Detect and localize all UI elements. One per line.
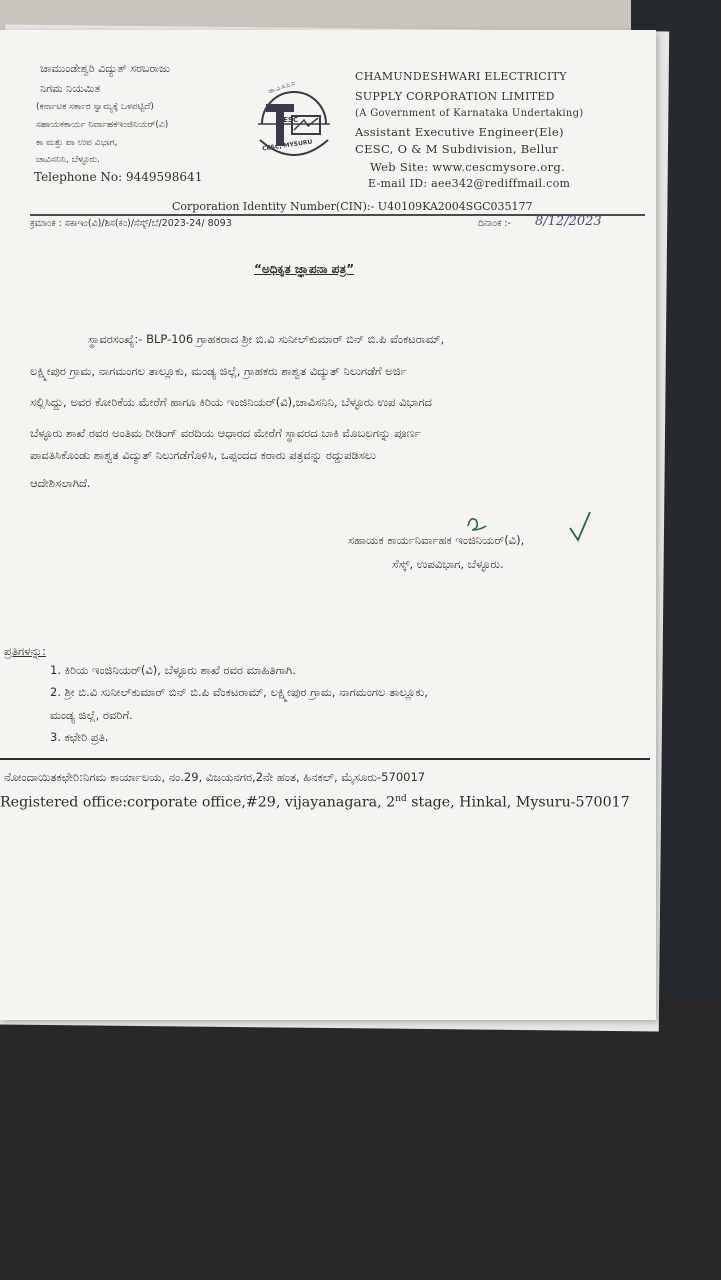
header-kn-line-5: ಕಾ ಮತ್ತು ಪಾ ಉಪ ವಿಭಾಗ, <box>36 138 118 148</box>
header-en-line-7: E-mail ID: aee342@rediffmail.com <box>368 177 571 190</box>
logo-text-center: CESC <box>278 116 299 124</box>
header-en-line-5: CESC, O & M Subdivision, Bellur <box>355 142 559 156</box>
header-en-line-1: CHAMUNDESHWARI ELECTRICITY <box>355 70 567 83</box>
header-en-line-2: SUPPLY CORPORATION LIMITED <box>355 90 555 103</box>
body-line-5: ಪಾವತಿಸಿಕೊಂಡು ಶಾಶ್ವತ ವಿದ್ಯುತ್ ನಿಲುಗಡೆಗೊಳಿಸಿ, ಒಪ್ಪಂದದ ಕರಾರು ಪತ್ರವನ್ನು ರದ್ದುಪಡಿಸಲು <box>30 448 376 462</box>
header-en-line-6: Web Site: www.cescmysore.org. <box>370 160 565 174</box>
logo-text-bottom: CESC, MYSURU <box>261 138 313 153</box>
date-label: ದಿನಾಂಕ :- <box>478 218 511 229</box>
footer-divider <box>0 758 650 760</box>
header-kn-line-4: ಸಹಾಯಕಕಾರ್ಯ ನಿರ್ವಾಹಕಇಂಜಿನಿಯರ್(ವಿ) <box>36 120 169 130</box>
footer-kannada: ನೋಂದಾಯಿತಕಛೇರಿ:ನಿಗಮ ಕಾರ್ಯಾಲಯ, ನಂ.29, ವಿಜಯನಗರ,2ನೇ ಹಂತ, ಹಿನಕಲ್, ಮೈಸೂರು-570017 <box>4 770 426 784</box>
letter-page <box>0 30 656 1020</box>
header-en-line-3: (A Government of Karnataka Undertaking) <box>355 108 584 119</box>
body-line-1: ಸ್ಥಾವರಸಂಖ್ಯೆ:- BLP-106 ಗ್ರಾಹಕರಾದ ಶ್ರೀ ಬಿ.ವಿ ಸುನೀಲ್‌ಕುಮಾರ್ ಬಿನ್ ಬಿ.ಪಿ ವೆಂಕಟರಾಮ್, <box>88 332 445 346</box>
header-kn-line-1: ಚಾಮುಂಡೇಶ್ವರಿ ವಿದ್ಯುತ್ ಸರಬರಾಜು <box>40 62 170 75</box>
copies-item-2-cont: ಮಂಡ್ಯ ಜಿಲ್ಲೆ, ರವರಿಗೆ. <box>50 708 133 722</box>
body-line-4: ಬೆಳ್ಳೂರು ಶಾಖೆ ರವರ ಅಂತಿಮ ರೀಡಿಂಗ್ ವರದಿಯ ಆಧಾರದ ಮೇರೆಗೆ ಸ್ಥಾವರದ ಬಾಕಿ ಮೊಬಲಗನ್ನು ಪೂರ್ಣ <box>30 426 421 440</box>
body-line-6: ಆದೇಶಿಸಲಾಗಿದೆ. <box>30 476 91 490</box>
footer-english-sup: nd <box>395 794 407 804</box>
header-kn-line-3: (ಕರ್ನಾಟಕ ಸರ್ಕಾರ ಸ್ವಾಮ್ಯಕ್ಕೆ ಒಳಪಟ್ಟಿದೆ) <box>36 102 154 112</box>
date-value-handwritten: 8/12/2023 <box>535 214 602 229</box>
header-kn-line-2: ನಿಗಮ ನಿಯಮಿತ <box>40 82 101 95</box>
background-fabric <box>0 1000 721 1280</box>
copies-item-3: 3. ಕಛೇರಿ ಪ್ರತಿ. <box>50 730 109 744</box>
document-title: “ಅಧಿಕೃತ ಜ್ಞಾಪನಾ ಪತ್ರ” <box>254 262 355 276</box>
logo-text-top: ಚಾ.ವಿ.ಸ.ನಿ.ನಿ <box>267 79 296 96</box>
header-kn-line-6: ಚಾವಿಸನಿನಿ, ಬೆಳ್ಳೂರು. <box>36 155 100 165</box>
copies-heading: ಪ್ರತಿಗಳನ್ನು: <box>4 644 46 658</box>
signature-line-1: ಸಹಾಯಕ ಕಾರ್ಯನಿರ್ವಾಹಕ ಇಂಜಿನಿಯರ್(ವಿ), <box>348 533 525 547</box>
footer-english <box>0 794 630 811</box>
cin-number: Corporation Identity Number(CIN):- U40109KA2004SGC035177 <box>172 200 533 213</box>
header-en-line-4: Assistant Executive Engineer(Ele) <box>355 125 564 139</box>
footer-english-suffix: stage, Hinkal, Mysuru-570017 <box>406 794 630 811</box>
signature-line-2: ಸೆಸ್ಕ್, ಉಪವಿಭಾಗ, ಬೆಳ್ಳೂರು. <box>392 557 504 571</box>
reference-number: ಕ್ರಮಾಂಕ : ಸಕಾಇಂ(ವಿ)/ಶಿಸ(ಕಂ)/ಸೆಸ್ಕ್/ಬೆ/2023-24/ 8093 <box>30 218 232 229</box>
copies-item-2: 2. ಶ್ರೀ ಬಿ.ವಿ ಸುನೀಲ್‌ಕುಮಾರ್ ಬಿನ್ ಬಿ.ಪಿ ವೆಂಕಟರಾಮ್, ಲಕ್ಷ್ಮೀಪುರ ಗ್ರಾಮ, ನಾಗಮಂಗಲ ತಾಲ್ಲೂಕು, <box>50 685 428 699</box>
copies-item-1: 1. ಕಿರಿಯ ಇಂಜಿನಿಯರ್(ವಿ), ಬೆಳ್ಳೂರು ಶಾಖೆ ರವರ ಮಾಹಿತಿಗಾಗಿ. <box>50 663 296 677</box>
footer-english-prefix: Registered office:corporate office,#29, vijayanagara, 2 <box>0 794 396 811</box>
body-line-3: ಸಲ್ಲಿಸಿದ್ದು, ಅವರ ಕೋರಿಕೆಯ ಮೇರೆಗೆ ಹಾಗೂ ಕಿರಿಯ ಇಂಜಿನಿಯರ್(ವಿ),ಚಾವಿಸನಿನಿ, ಬೆಳ್ಳೂರು ಉಪ ವಿಭಾಗದ <box>30 395 432 409</box>
body-line-2: ಲಕ್ಷ್ಮೀಪುರ ಗ್ರಾಮ, ನಾಗಮಂಗಲ ತಾಲ್ಲೂಕು, ಮಂಡ್ಯ ಜಿಲ್ಲೆ, ಗ್ರಾಹಕರು ಶಾಶ್ವತ ವಿದ್ಯುತ್ ನಿಲುಗಡೆಗೆ ಅರ್ಜಿ <box>30 364 407 378</box>
header-telephone: Telephone No: 9449598641 <box>34 170 203 184</box>
